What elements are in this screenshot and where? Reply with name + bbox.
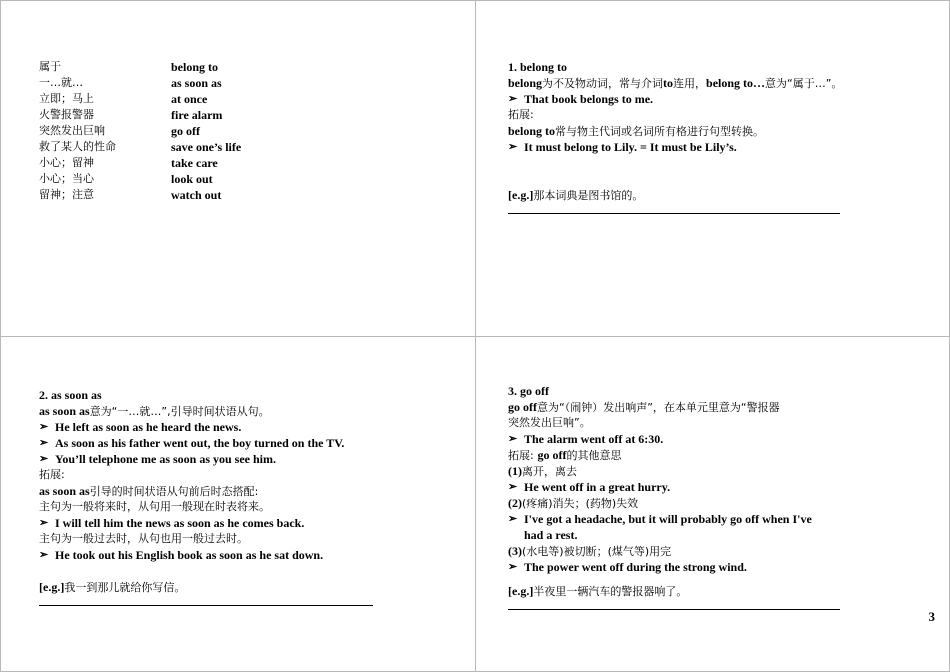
- example-sentence: ➢ As soon as his father went out, the boy turned on the TV.: [39, 435, 373, 451]
- eg-prompt: [e.g.]我一到那儿就给你写信。: [39, 580, 186, 594]
- page-number: 3: [928, 609, 935, 624]
- vocab-row: [39, 155, 241, 171]
- vocab-english: go off: [171, 124, 200, 138]
- vocab-chinese: 小心；留神: [39, 156, 94, 169]
- belong-to-content: [508, 59, 842, 214]
- sense-item: (3)(水电等)被切断；(煤气等)用完: [508, 544, 672, 558]
- vocab-english: watch out: [171, 188, 222, 202]
- explanation-line: belong为不及物动词，常与介词to连用，belong to…意为“属于…”。: [508, 76, 843, 90]
- as-soon-as-content: [39, 387, 373, 606]
- section-heading: 1. belong to: [508, 60, 568, 74]
- vocab-list: [39, 59, 241, 203]
- example-sentence: ➢ The power went off during the strong wind.: [508, 559, 840, 575]
- vocab-english: take care: [171, 156, 218, 170]
- eg-prompt: [e.g.]那本词典是图书馆的。: [508, 188, 644, 202]
- vocab-english: look out: [171, 172, 213, 186]
- section-heading: 3. go off: [508, 384, 549, 398]
- vocab-chinese: 留神；注意: [39, 188, 94, 201]
- example-sentence-cont: had a rest.: [524, 528, 578, 542]
- sense-item: (2)(疼痛)消失；(药物)失效: [508, 496, 639, 510]
- go-off-content: [508, 383, 840, 610]
- sense-item: (1)离开，离去: [508, 464, 577, 478]
- explanation-line: as soon as意为“一…就…”,引导时间状语从句。: [39, 404, 270, 418]
- slide-belong-to: [475, 0, 950, 337]
- extend-line: belong to常与物主代词或名词所有格进行句型转换。: [508, 124, 765, 138]
- vocab-chinese: 火警报警器: [39, 108, 94, 121]
- answer-line: [508, 609, 840, 610]
- vocab-row: [39, 107, 241, 123]
- extend-line: 拓展: go off的其他意思: [508, 448, 622, 462]
- answer-line: [508, 213, 840, 214]
- vocab-chinese: 属于: [39, 60, 61, 73]
- slide-as-soon-as: [0, 336, 476, 672]
- vocab-chinese: 救了某人的性命: [39, 140, 116, 153]
- slide-go-off: [475, 336, 950, 672]
- tense-rule: 主句为一般过去时，从句也用一般过去时。: [39, 532, 248, 545]
- vocab-row: [39, 187, 241, 203]
- vocab-english: at once: [171, 92, 208, 106]
- extend-label: 拓展:: [39, 468, 65, 481]
- example-sentence: ➢ You’ll telephone me as soon as you see him.: [39, 451, 373, 467]
- vocab-row: [39, 75, 241, 91]
- vocab-row: [39, 139, 241, 155]
- vocab-table: [39, 59, 241, 203]
- vocab-chinese: 一…就…: [39, 76, 83, 89]
- vocab-english: save one’s life: [171, 140, 242, 154]
- vocab-row: [39, 123, 241, 139]
- example-sentence: ➢ The alarm went off at 6:30.: [508, 431, 840, 447]
- vocab-english: belong to: [171, 60, 219, 74]
- eg-prompt: [e.g.]半夜里一辆汽车的警报器响了。: [508, 584, 688, 598]
- vocab-chinese: 立即；马上: [39, 92, 94, 105]
- explanation-line-cont: 突然发出巨响”。: [508, 416, 591, 429]
- example-sentence: ➢ He took out his English book as soon as he sat down.: [39, 547, 373, 563]
- section-heading: 2. as soon as: [39, 388, 102, 402]
- example-sentence: ➢ I will tell him the news as soon as he comes back.: [39, 515, 373, 531]
- vocab-chinese: 突然发出巨响: [39, 124, 105, 137]
- example-sentence: ➢ That book belongs to me.: [508, 91, 842, 107]
- example-sentence: ➢ It must belong to Lily. = It must be Lily’s.: [508, 139, 842, 155]
- vocab-row: [39, 171, 241, 187]
- vocab-chinese: 小心；当心: [39, 172, 94, 185]
- vocab-row: [39, 91, 241, 107]
- vocab-english: fire alarm: [171, 108, 223, 122]
- example-sentence: ➢ I've got a headache, but it will probably go off when I've: [508, 511, 840, 527]
- vocab-row: [39, 59, 241, 75]
- explanation-line: go off意为“（闹钟）发出响声”，在本单元里意为“警报器: [508, 400, 780, 414]
- vocab-english: as soon as: [171, 76, 222, 90]
- example-sentence: ➢ He went off in a great hurry.: [508, 479, 840, 495]
- tense-rule: 主句为一般将来时，从句用一般现在时表将来。: [39, 500, 270, 513]
- example-sentence: ➢ He left as soon as he heard the news.: [39, 419, 373, 435]
- answer-line: [39, 605, 373, 606]
- slide-vocabulary: [0, 0, 476, 337]
- extend-label: 拓展:: [508, 108, 534, 121]
- extend-line: as soon as引导的时间状语从句前后时态搭配:: [39, 484, 259, 498]
